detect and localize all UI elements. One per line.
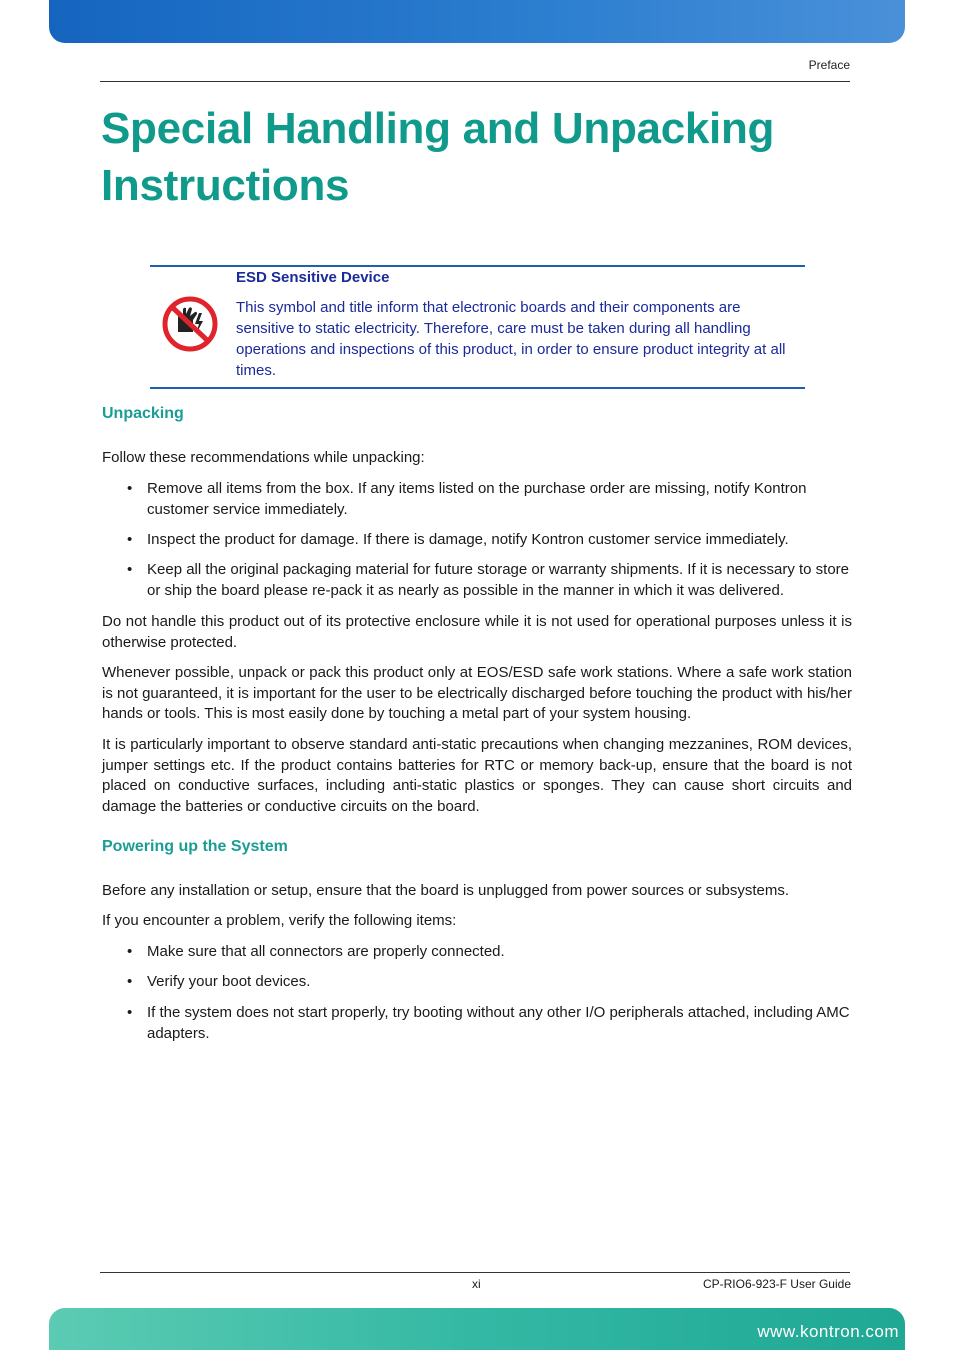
unpacking-intro: Follow these recommendations while unpacking: bbox=[102, 449, 425, 466]
top-banner bbox=[49, 0, 905, 43]
bullet-icon: • bbox=[127, 943, 133, 960]
paragraph: Before any installation or setup, ensure that the board is unplugged from power sources or subsystems. bbox=[102, 882, 790, 899]
bullet-icon: • bbox=[127, 531, 133, 548]
bullet-icon: • bbox=[127, 973, 133, 990]
bullet-icon: • bbox=[127, 480, 133, 497]
esd-warning-icon bbox=[162, 294, 218, 354]
esd-description: This symbol and title inform that electronic boards and their components are sensitive to static electricity. Therefore, care must be taken during all handling operations and inspections of this product, in order to ensure product integrity at all times. bbox=[236, 299, 786, 379]
page-title: Special Handling and Unpacking Instructions bbox=[101, 104, 775, 210]
paragraph: It is particularly important to observe standard anti-static precautions when changing mezzanines, ROM devices, jumper settings etc. If the product contains batteries for RTC or memory back-up, ensure that the board is not placed on conductive surfaces, including anti-static plastics or sponges. They can cause short circuits and damage the batteries or conductive circuits on the board. bbox=[102, 736, 852, 815]
bullet-icon: • bbox=[127, 561, 133, 578]
unpacking-heading: Unpacking bbox=[102, 405, 184, 422]
esd-title: ESD Sensitive Device bbox=[236, 269, 390, 286]
page-number: xi bbox=[472, 1277, 481, 1291]
powering-heading: Powering up the System bbox=[102, 838, 288, 855]
paragraph: Whenever possible, unpack or pack this product only at EOS/ESD safe work stations. Where a safe work station is not guaranteed, it is important for the user to be electrically discharged before touching the product with his/her hands or tools. This is most easily done by touching a metal part of your system housing. bbox=[102, 664, 852, 722]
footer-rule bbox=[100, 1272, 850, 1273]
esd-notice bbox=[150, 265, 805, 389]
guide-name: CP-RIO6-923-F User Guide bbox=[702, 1277, 851, 1291]
paragraph: Do not handle this product out of its protective enclosure while it is not used for operational purposes unless it is otherwise protected. bbox=[102, 613, 852, 651]
header-section-label: Preface bbox=[808, 58, 850, 72]
paragraph: If you encounter a problem, verify the following items: bbox=[102, 912, 457, 929]
bullet-icon: • bbox=[127, 1004, 133, 1021]
header-rule bbox=[100, 81, 850, 82]
website-link[interactable]: www.kontron.com bbox=[757, 1322, 899, 1341]
